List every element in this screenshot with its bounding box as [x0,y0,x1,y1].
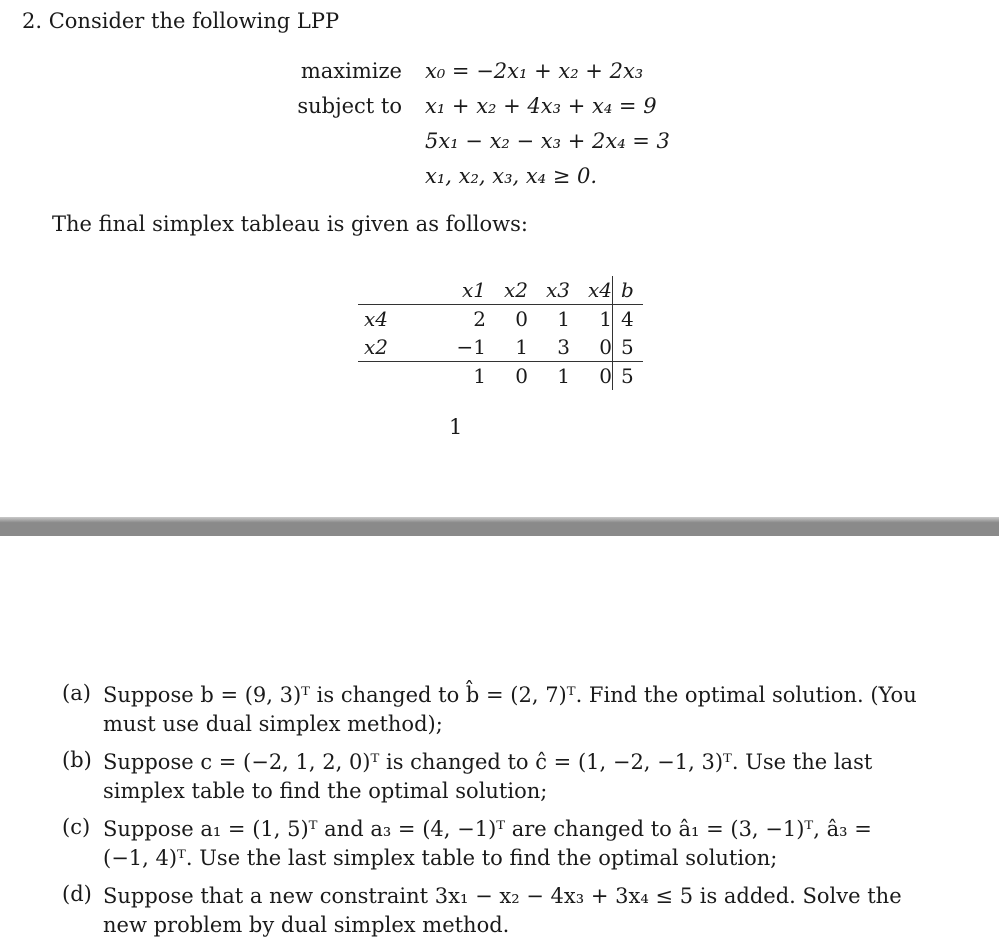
tableau-header-row [358,276,643,305]
tableau-rhs-cell: 4 [613,305,644,334]
tableau-row [358,333,643,362]
question-c-text: Suppose a₁ = (1, 5)ᵀ and a₃ = (4, −1)ᵀ are changed to â₁ = (3, −1)ᵀ, â₃ = (−1, 4)ᵀ. Use the last simplex table to find the optimal solution; [103,817,872,870]
question-d-text: Suppose that a new constraint 3x₁ − x₂ − 4x₃ + 3x₄ ≤ 5 is added. Solve the new problem by dual simplex method. [103,884,902,937]
tableau-basis-label [358,362,402,391]
question-d-label: (d) [62,882,92,906]
question-a-text: Suppose b = (9, 3)ᵀ is changed to b̂ = (2, 7)ᵀ. Find the optimal solution. (You must use dual simplex method); [103,683,917,736]
tableau-cell: 1 [515,335,528,359]
constraint-1: x₁ + x₂ + 4x₃ + x₄ = 9 [425,94,657,118]
tableau-header-x2: x2 [503,278,528,302]
constraint-2: 5x₁ − x₂ − x₃ + 2x₄ = 3 [425,129,670,153]
tableau-cell: 0 [515,307,528,331]
page-divider [0,517,999,536]
question-b-label: (b) [62,748,92,772]
problem-heading: 2. Consider the following LPP [22,9,340,33]
tableau-basis-label: x4 [364,307,389,331]
tableau-header-x1: x1 [461,278,486,302]
maximize-label: maximize [300,59,402,83]
nonnegativity-constraint: x₁, x₂, x₃, x₄ ≥ 0. [425,164,598,188]
tableau-cell: 1 [557,364,570,388]
tableau-cell: 0 [515,364,528,388]
tableau-cell: −1 [456,335,486,359]
tableau-header-x4: x4 [587,278,612,302]
tableau-rhs-cell: 5 [613,333,644,362]
objective-function: x₀ = −2x₁ + x₂ + 2x₃ [425,59,644,83]
tableau-header-b: b [613,276,644,305]
simplex-tableau [358,276,643,390]
tableau-intro: The final simplex tableau is given as follows: [52,212,528,236]
subject-to-label: subject to [297,94,402,118]
tableau-header-x3: x3 [545,278,570,302]
tableau-cell: 1 [599,307,612,331]
tableau-cell: 1 [473,364,486,388]
tableau-rhs-cell: 5 [613,362,644,391]
page-number: 1 [449,415,463,439]
question-c-label: (c) [62,815,91,839]
tableau-corner [358,276,402,305]
tableau-cell: 0 [599,335,612,359]
tableau-row [358,305,643,334]
tableau-basis-label: x2 [364,335,389,359]
question-a-label: (a) [62,681,91,705]
tableau-cell: 3 [557,335,570,359]
tableau-cost-row [358,362,643,391]
tableau-cell: 1 [557,307,570,331]
tableau-cell: 0 [599,364,612,388]
question-b-text: Suppose c = (−2, 1, 2, 0)ᵀ is changed to ĉ = (1, −2, −1, 3)ᵀ. Use the last simplex table to find the optimal solution; [103,750,873,803]
tableau-cell: 2 [473,307,486,331]
